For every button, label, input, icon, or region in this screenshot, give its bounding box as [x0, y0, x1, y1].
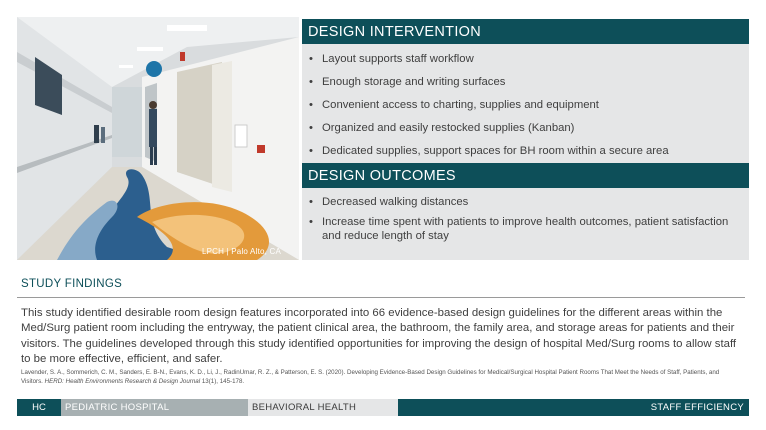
- citation-main: Lavender, S. A., Sommerich, C. M., Sanders, E. B-N., Evans, K. D., Li, J., RadinUmar, R. Z., & Patterson, E. S. (2020). Developing Evidence-Based Design Guidelines for Medical/Surgical Hospital Patient Rooms That Meet the Needs of Staff, Patients, and Visitors.: [21, 369, 720, 385]
- list-item: • Increase time spent with patients to improve health outcomes, patient satisfaction and reduce length of stay: [302, 215, 749, 243]
- footer-behavioral-health: BEHAVIORAL HEALTH: [248, 399, 398, 416]
- list-item: • Organized and easily restocked supplies (Kanban): [302, 121, 749, 135]
- hospital-corridor-photo: [17, 17, 299, 260]
- category-footer-bar: [17, 399, 749, 416]
- footer-hc-label: HC: [17, 399, 61, 416]
- citation-journal: HERD: Health Environments Research & Design Journal: [44, 377, 201, 385]
- design-intervention-heading: DESIGN INTERVENTION: [302, 19, 749, 44]
- list-item: • Convenient access to charting, supplies and equipment: [302, 98, 749, 112]
- study-findings-title: STUDY FINDINGS: [21, 278, 123, 290]
- citation: [21, 369, 741, 386]
- design-outcomes-panel: [302, 188, 749, 260]
- list-item: • Decreased walking distances: [302, 195, 749, 209]
- citation-tail: 13(1), 145-178.: [200, 377, 245, 385]
- footer-pediatric-hospital: PEDIATRIC HOSPITAL: [61, 399, 248, 416]
- divider: [17, 297, 745, 298]
- study-findings-text: This study identified desirable room design features incorporated into 66 evidence-based design guidelines for the different areas within the Med/Surg patient room including the entryway, the patient clinical area, the bathroom, the family area, and storage areas for patients and their visitors. The guidelines developed through this study identified opportunities for improving the design of hospital Med/Surg rooms to allow staff to be more effective, efficient, and safer.: [21, 307, 737, 365]
- photo-caption: LPCH | Palo Alto, CA: [202, 247, 281, 256]
- footer-staff-efficiency: STAFF EFFICIENCY: [398, 399, 749, 416]
- corridor-illustration: [17, 17, 299, 260]
- list-item: • Enough storage and writing surfaces: [302, 75, 749, 89]
- design-outcomes-list: [302, 195, 749, 243]
- list-item: • Dedicated supplies, support spaces for BH room within a secure area: [302, 144, 749, 158]
- design-intervention-panel: [302, 44, 749, 163]
- design-outcomes-heading: DESIGN OUTCOMES: [302, 163, 749, 188]
- list-item: • Layout supports staff workflow: [302, 52, 749, 66]
- design-intervention-list: [302, 52, 749, 158]
